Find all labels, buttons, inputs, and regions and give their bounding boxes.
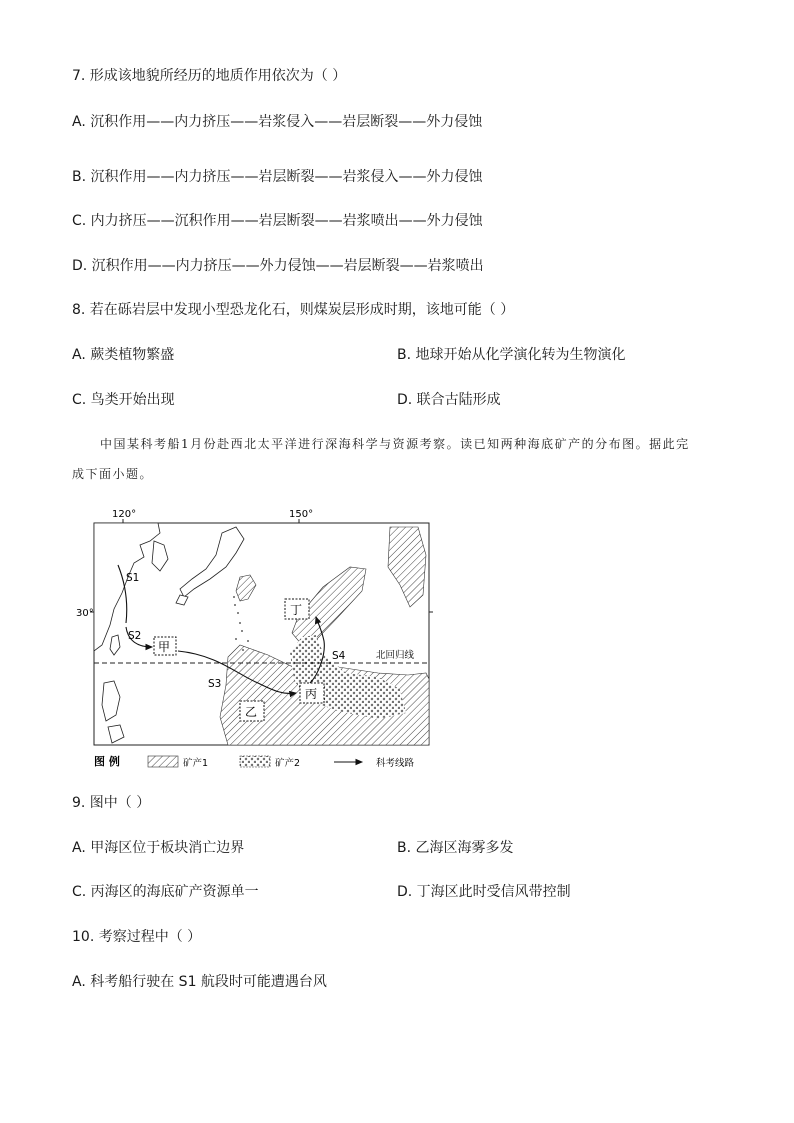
lon-150-label: 150° [289,509,314,520]
region-bing-label: 丙 [305,687,318,701]
legend-mineral2-label: 矿产2 [275,758,301,769]
q7-option-a: A. 沉积作用——内力挤压——岩浆侵入——岩层断裂——外力侵蚀 [72,114,483,130]
region-jia-label: 甲 [158,640,171,654]
lat-30-label: 30° [76,608,94,619]
q9-option-c: C. 丙海区的海底矿产资源单一 [72,884,259,900]
intro-line-1: 中国某科考船1月份赴西北太平洋进行深海科学与资源考察。读已知两种海底矿产的分布图。据此完 [100,437,690,451]
segment-s4-label: S4 [332,650,346,662]
mineral-distribution-map [76,505,448,777]
region-ding [285,599,309,619]
q8-option-c: C. 鸟类开始出现 [72,392,175,408]
legend-mineral1-swatch [148,756,178,767]
region-jia [154,637,176,655]
q8-option-d: D. 联合古陆形成 [397,392,501,408]
q10-stem: 10. 考察过程中（ ） [72,929,202,945]
region-yi [240,701,264,721]
q8-stem: 8. 若在砾岩层中发现小型恐龙化石，则煤炭层形成时期，该地可能（ ） [72,302,515,318]
region-ding-label: 丁 [290,603,303,617]
region-bing [300,683,324,703]
q7-option-c: C. 内力挤压——沉积作用——岩层断裂——岩浆喷出——外力侵蚀 [72,213,483,229]
q9-stem: 9. 图中（ ） [72,795,151,811]
legend-title: 图 例 [94,755,120,768]
legend-mineral2-swatch [240,756,270,767]
q8-option-b: B. 地球开始从化学演化转为生物演化 [397,347,626,363]
legend-mineral1-label: 矿产1 [183,758,209,769]
q7-option-b: B. 沉积作用——内力挤压——岩层断裂——岩浆侵入——外力侵蚀 [72,169,483,185]
q9-option-d: D. 丁海区此时受信风带控制 [397,884,571,900]
q8-option-a: A. 蕨类植物繁盛 [72,347,175,363]
q10-option-a: A. 科考船行驶在 S1 航段时可能遭遇台风 [72,974,327,990]
q7-stem: 7. 形成该地貌所经历的地质作用依次为（ ） [72,68,347,84]
legend-route-label: 科考线路 [376,758,415,769]
lon-120-label: 120° [112,509,137,520]
map-legend [94,754,415,769]
intro-line-2: 成下面小题。 [72,467,154,481]
segment-s1-label: S1 [126,572,140,584]
tropic-label: 北回归线 [376,650,415,661]
q9-option-b: B. 乙海区海雾多发 [397,840,514,856]
q7-option-d: D. 沉积作用——内力挤压——外力侵蚀——岩层断裂——岩浆喷出 [72,258,484,274]
segment-s2-label: S2 [128,630,142,642]
region-yi-label: 乙 [245,705,258,719]
segment-s3-label: S3 [208,678,222,690]
q9-option-a: A. 甲海区位于板块消亡边界 [72,840,245,856]
